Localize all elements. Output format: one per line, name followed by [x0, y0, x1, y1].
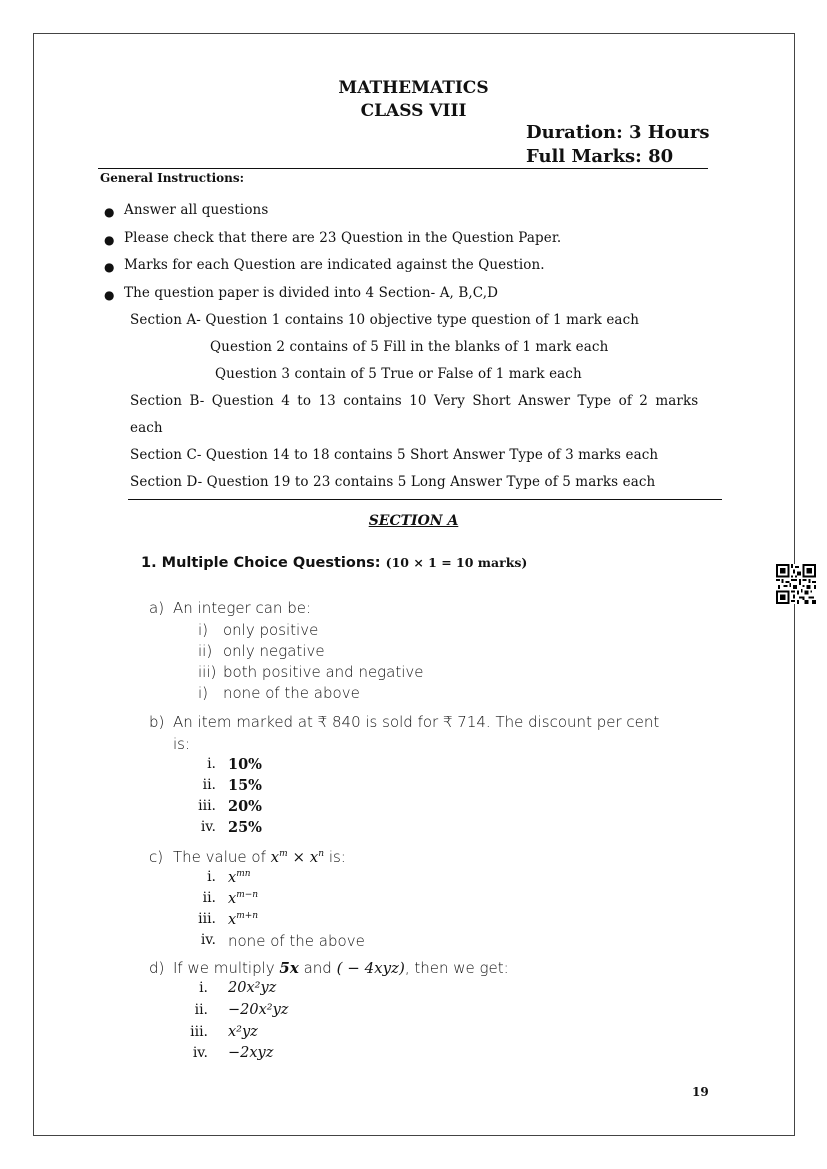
instruction-item: Answer all questions — [124, 202, 269, 218]
question-text — [173, 848, 346, 866]
question-label: b) — [149, 713, 165, 731]
option-number: ii. — [194, 1002, 208, 1018]
option-number: iii. — [198, 798, 216, 814]
page-number: 19 — [692, 1085, 709, 1099]
section-line: Section B- Question 4 to 13 contains 10 Very Short Answer Type of 2 marks — [130, 393, 699, 409]
option-number: i) — [198, 621, 209, 639]
option-text: none of the above — [223, 684, 360, 702]
question-text-cont: is: — [173, 735, 191, 753]
option-number: i. — [207, 756, 216, 772]
bullet-icon: ● — [104, 233, 115, 247]
option-number: i. — [199, 980, 208, 996]
option-number: i. — [207, 869, 216, 885]
q1-marks: (10 × 1 = 10 marks) — [385, 555, 528, 570]
option-text: $x^{m-n}$ — [228, 890, 259, 907]
option-text: 10% — [228, 756, 262, 773]
question-text-pre: If we multiply — [173, 959, 275, 977]
option-number: iii) — [198, 663, 217, 681]
q1-title — [141, 555, 527, 571]
math-term: 5x — [279, 959, 299, 977]
option-exponent: m−n — [236, 890, 259, 900]
option-text: 25% — [228, 819, 262, 836]
option-number: ii. — [202, 777, 216, 793]
section-a-heading: SECTION A — [368, 513, 459, 529]
math-expression: $x^m \times x^n$ — [270, 848, 325, 866]
option-text: −20x²yz — [228, 1002, 289, 1018]
section-line: Question 3 contain of 5 True or False of 1 mark each — [215, 366, 582, 382]
section-line: Section D- Question 19 to 23 contains 5 Long Answer Type of 5 marks each — [130, 474, 656, 490]
option-text: x²yz — [228, 1024, 258, 1040]
option-number: i) — [198, 684, 209, 702]
instruction-item: Marks for each Question are indicated against the Question. — [124, 257, 545, 273]
option-exponent: m+n — [236, 911, 259, 921]
bullet-icon: ● — [104, 205, 115, 219]
q1-title-text: 1. Multiple Choice Questions: — [141, 555, 381, 571]
option-text: none of the above — [228, 932, 365, 950]
question-text-pre: The value of — [173, 848, 266, 866]
option-text: only negative — [223, 642, 325, 660]
question-text-post: is: — [328, 848, 346, 866]
question-text-mid: and — [303, 959, 332, 977]
option-number: iii. — [198, 911, 216, 927]
class-title: CLASS VIII — [360, 101, 467, 121]
math-term: ( − 4xyz) — [336, 959, 405, 977]
bullet-icon: ● — [104, 260, 115, 274]
option-text: $x^{m+n}$ — [228, 911, 259, 928]
option-text: 20% — [228, 798, 262, 815]
question-label: a) — [149, 599, 165, 617]
instruction-item: Please check that there are 23 Question in the Question Paper. — [124, 230, 562, 246]
subject-title: MATHEMATICS — [338, 78, 489, 98]
question-text: An item marked at ₹ 840 is sold for ₹ 714. The discount per cent — [173, 713, 660, 731]
bullet-icon: ● — [104, 288, 115, 302]
option-number: iii. — [190, 1024, 208, 1040]
option-number: iv. — [192, 1045, 208, 1061]
option-exponent: mn — [236, 869, 251, 879]
question-label: d) — [149, 959, 165, 977]
section-line: each — [130, 420, 163, 436]
full-marks: Full Marks: 80 — [526, 146, 674, 167]
header-rule — [98, 168, 708, 169]
option-number: iv. — [200, 819, 216, 835]
option-text: 15% — [228, 777, 262, 794]
question-label: c) — [149, 848, 164, 866]
option-text: 20x²yz — [228, 980, 277, 996]
option-number: ii. — [202, 890, 216, 906]
question-text: An integer can be: — [173, 599, 312, 617]
instruction-item: The question paper is divided into 4 Section- A, B,C,D — [124, 285, 499, 301]
option-text: −2xyz — [228, 1045, 274, 1061]
question-text — [173, 959, 509, 977]
question-text-post: , then we get: — [404, 959, 509, 977]
option-text: $x^{mn}$ — [228, 869, 251, 886]
option-text: both positive and negative — [223, 663, 424, 681]
option-number: iv. — [200, 932, 216, 948]
duration: Duration: 3 Hours — [526, 122, 710, 143]
instructions-heading: General Instructions: — [100, 171, 245, 185]
qr-code-icon — [776, 564, 816, 604]
section-line: Section C- Question 14 to 18 contains 5 Short Answer Type of 3 marks each — [130, 447, 659, 463]
section-line: Question 2 contains of 5 Fill in the blanks of 1 mark each — [210, 339, 609, 355]
instructions-rule — [128, 499, 722, 500]
option-number: ii) — [198, 642, 213, 660]
option-text: only positive — [223, 621, 319, 639]
section-line: Section A- Question 1 contains 10 objective type question of 1 mark each — [130, 312, 640, 328]
